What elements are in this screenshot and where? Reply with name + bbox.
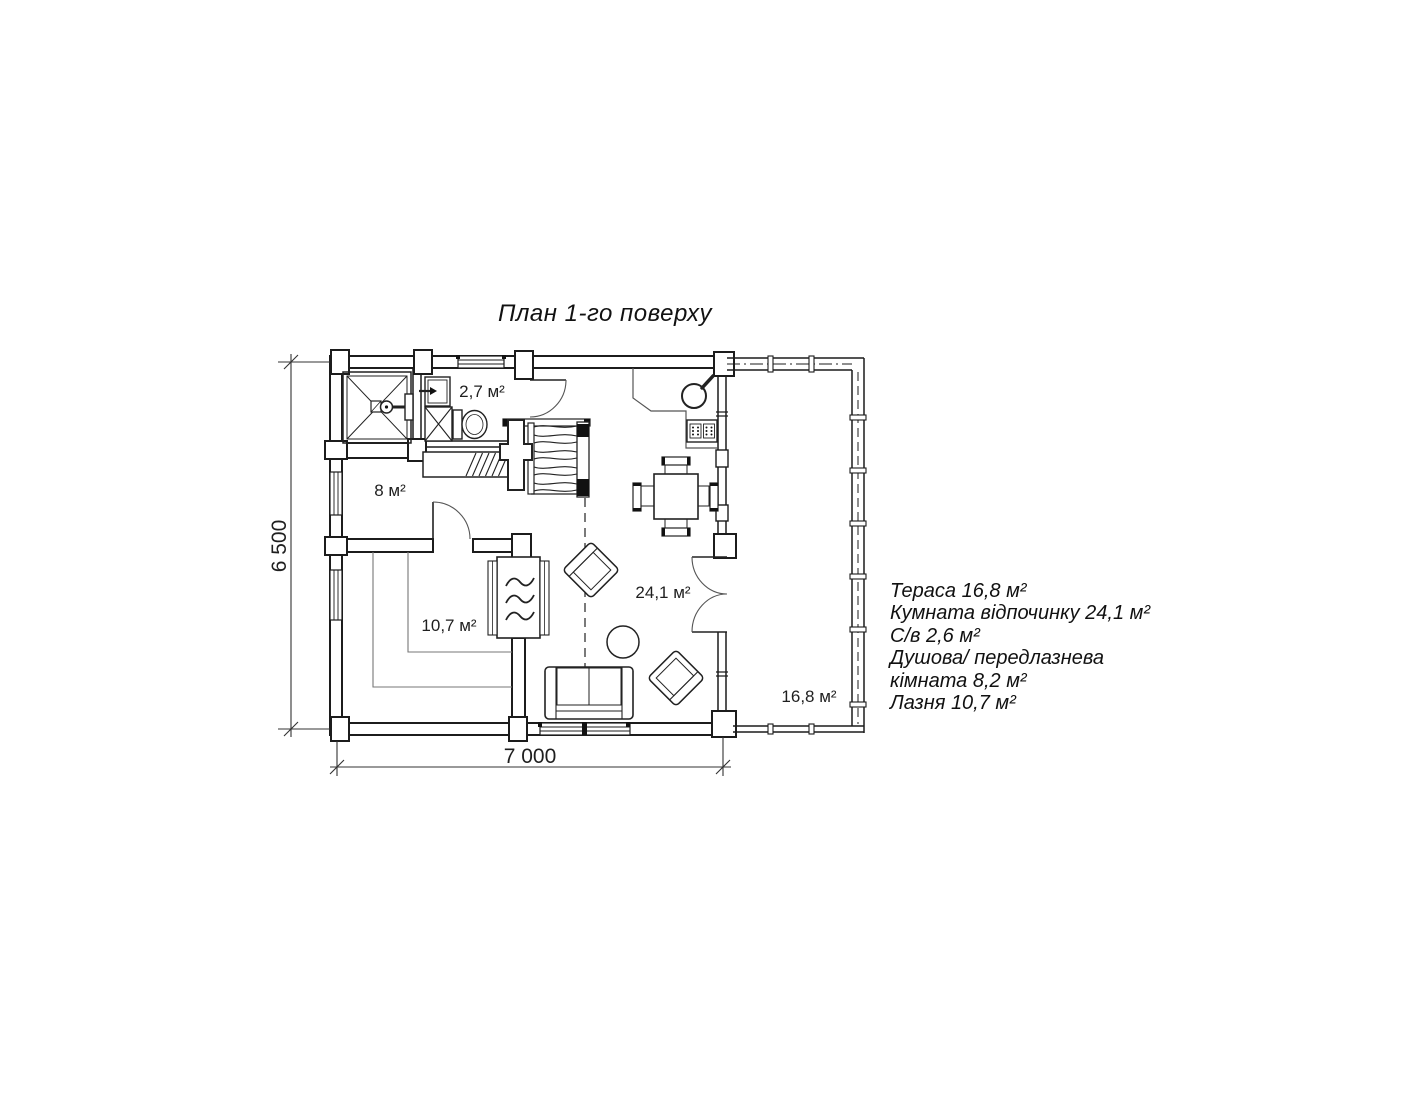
room-label-hall: 8 м² (374, 481, 406, 500)
chair (662, 457, 690, 474)
kitchen (633, 368, 717, 448)
kitchen-sink-icon (682, 376, 713, 408)
room-label-wc: 2,7 м² (459, 382, 505, 401)
water-heater (425, 407, 452, 441)
room-label-terrace: 16,8 м² (781, 687, 837, 706)
window-bottom (538, 722, 630, 735)
legend-item-shower-1: Душова/ передлазнева (890, 647, 1104, 670)
dining-set (633, 457, 718, 536)
chair (633, 483, 654, 511)
armchair (648, 650, 705, 707)
washbasin (419, 377, 450, 406)
sauna-heater (488, 557, 549, 638)
terrace-railing (727, 356, 866, 734)
wc-door (530, 380, 566, 417)
legend-item-wc: С/в 2,6 м² (890, 624, 980, 647)
shower-mixer-icon (371, 394, 413, 420)
room-label-sauna: 10,7 м² (421, 616, 477, 635)
dining-table (654, 474, 698, 519)
window-left-hall (330, 472, 342, 515)
lounge-furniture (545, 542, 704, 719)
page-title: План 1-го поверху (497, 300, 713, 327)
terrace-french-doors (692, 557, 727, 632)
dimension-width: 7 000 (503, 745, 557, 768)
legend-item-lounge: Кумната відпочинку 24,1 м² (890, 602, 1151, 625)
room-label-lounge: 24,1 м² (635, 583, 691, 602)
legend-item-terrace: Тераса 16,8 м² (890, 580, 1027, 602)
sauna-door (433, 502, 470, 539)
sofa (545, 667, 633, 719)
chair (662, 519, 690, 536)
chair (698, 483, 718, 511)
shower (343, 372, 413, 443)
legend (890, 580, 1150, 714)
coffee-table (607, 626, 639, 658)
dimension-height: 6 500 (268, 519, 291, 573)
window-top (456, 355, 506, 368)
armchair (563, 542, 620, 599)
toilet (453, 410, 487, 439)
window-left-sauna (330, 570, 342, 620)
stove-icon (687, 420, 717, 442)
legend-item-sauna: Лазня 10,7 м² (890, 692, 1016, 715)
legend-item-shower-2: кімната 8,2 м² (890, 669, 1027, 692)
